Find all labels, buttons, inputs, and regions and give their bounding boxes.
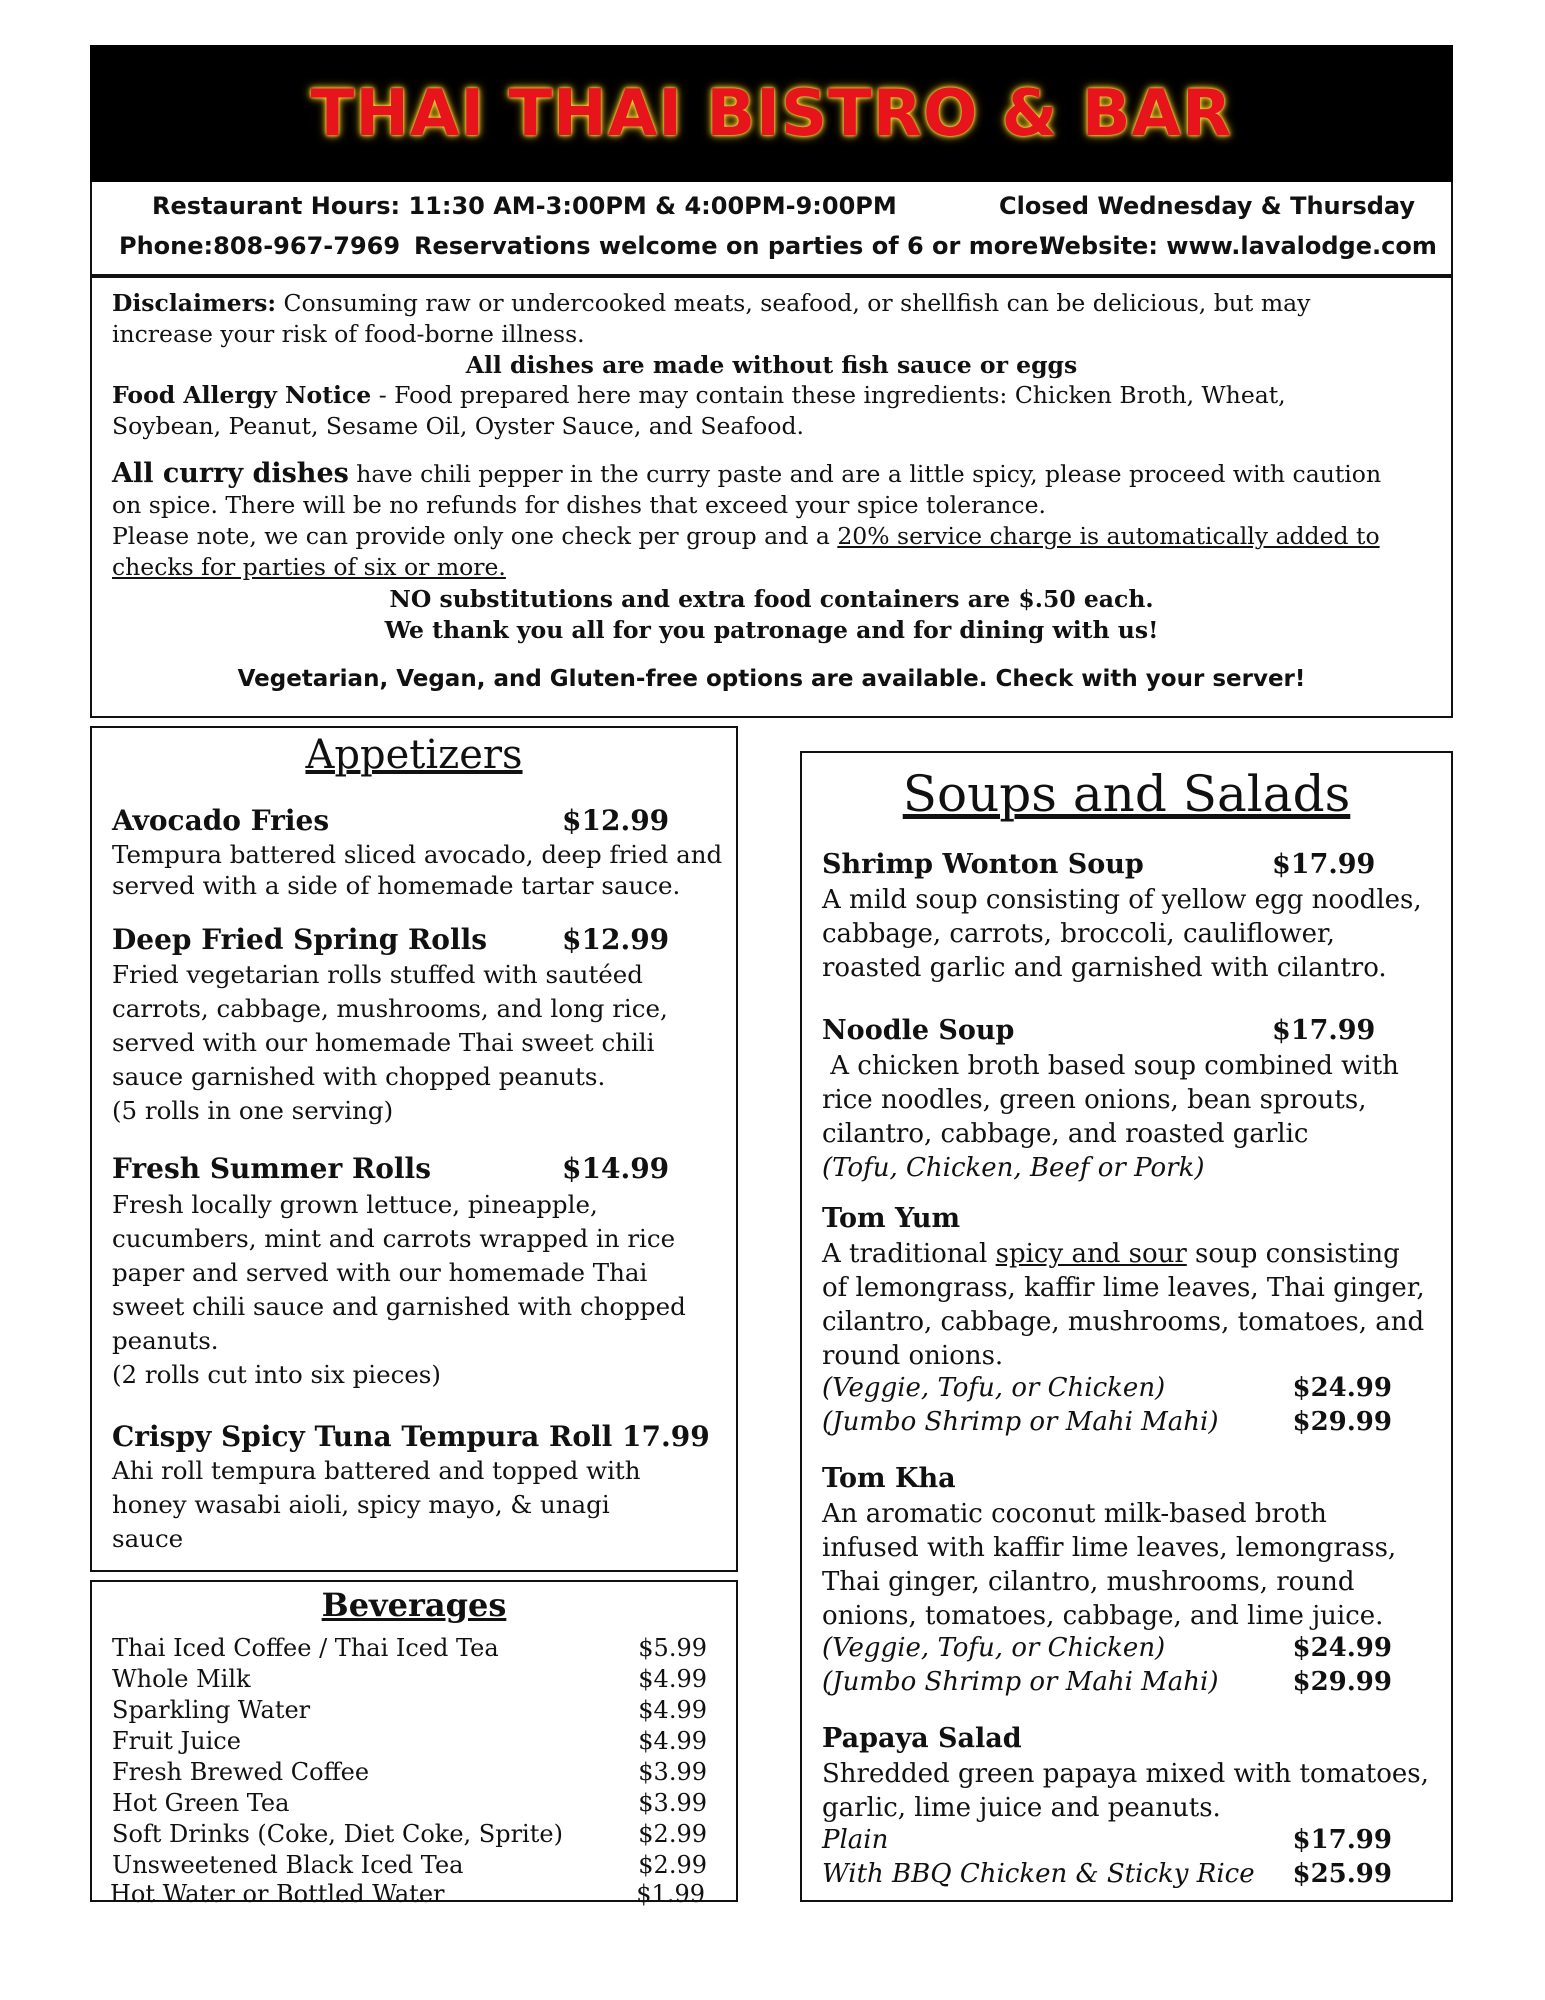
soup-desc-line: of lemongrass, kaffir lime leaves, Thai ginger, (822, 1273, 1425, 1303)
disclaimer-line-1: Disclaimers: Consuming raw or undercooked meats, seafood, or shellfish can be delicious, but may (112, 289, 1311, 317)
disclaimer-box (90, 276, 1453, 718)
no-fish-sauce-note: All dishes are made without fish sauce or eggs (465, 351, 1078, 379)
appetizer-desc-line: peanuts. (112, 1326, 219, 1355)
appetizer-desc-line: (2 rolls cut into six pieces) (112, 1360, 441, 1389)
appetizers-title: Appetizers (305, 732, 523, 778)
appetizer-price: $12.99 (562, 923, 670, 956)
soup-desc-line: onions, tomatoes, cabbage, and lime juice. (822, 1601, 1384, 1631)
curry-line-1: All curry dishes have chili pepper in the curry paste and are a little spicy, please proceed with caution (112, 458, 1382, 489)
allergy-line-2: Soybean, Peanut, Sesame Oil, Oyster Sauce, and Seafood. (112, 412, 804, 440)
soup-desc-line: Thai ginger, cilantro, mushrooms, round (822, 1567, 1355, 1597)
dietary-options-note: Vegetarian, Vegan, and Gluten-free options are available. Check with your server! (237, 666, 1306, 692)
soup-option-row: (Jumbo Shrimp or Mahi Mahi) $29.99 (822, 1407, 1392, 1437)
appetizer-desc-line: Fresh locally grown lettuce, pineapple, (112, 1190, 598, 1219)
allergy-line-1: Food Allergy Notice - Food prepared here may contain these ingredients: Chicken Broth, Wheat, (112, 381, 1286, 409)
appetizer-name: Avocado Fries (112, 804, 330, 837)
soups-title: Soups and Salads (902, 765, 1351, 823)
thank-you-note: We thank you all for you patronage and for dining with us! (384, 616, 1159, 644)
soup-option-row: (Veggie, Tofu, or Chicken) $24.99 (822, 1373, 1392, 1403)
beverage-row: Sparkling Water $4.99 (112, 1696, 707, 1724)
closed-days: Closed Wednesday & Thursday (999, 192, 1416, 220)
appetizer-desc-line: sweet chili sauce and garnished with chopped (112, 1292, 686, 1321)
title-banner (90, 45, 1453, 182)
appetizer-desc-line: sauce garnished with chopped peanuts. (112, 1062, 606, 1091)
salad-name: Papaya Salad (822, 1723, 1022, 1754)
soup-desc-line: An aromatic coconut milk-based broth (822, 1499, 1327, 1529)
soup-price: $17.99 (1272, 849, 1376, 880)
appetizer-price: $14.99 (562, 1152, 670, 1185)
appetizer-desc-line: served with our homemade Thai sweet chili (112, 1028, 655, 1057)
appetizer-desc-line: paper and served with our homemade Thai (112, 1258, 648, 1287)
restaurant-hours: Restaurant Hours: 11:30 AM-3:00PM & 4:00PM-9:00PM (152, 192, 897, 220)
appetizer-desc-line: honey wasabi aioli, spicy mayo, & unagi (112, 1490, 610, 1519)
no-substitutions-note: NO substitutions and extra food containers are $.50 each. (389, 585, 1154, 613)
salad-option-row: Plain $17.99 (822, 1825, 1392, 1855)
beverage-row: Thai Iced Coffee / Thai Iced Tea $5.99 (112, 1634, 707, 1662)
soup-name: Tom Yum (822, 1203, 961, 1234)
soup-name: Noodle Soup (822, 1015, 1015, 1046)
appetizer-desc-line: Tempura battered sliced avocado, deep fried and (112, 840, 723, 869)
soup-desc-line: round onions. (822, 1341, 1004, 1371)
soups-salads-section (800, 751, 1453, 1902)
salad-desc-line: Shredded green papaya mixed with tomatoes, (822, 1759, 1429, 1789)
curry-line-2: on spice. There will be no refunds for dishes that exceed your spice tolerance. (112, 491, 1046, 519)
reservations-note: Reservations welcome on parties of 6 or more! (414, 232, 1050, 260)
soup-option-row: (Veggie, Tofu, or Chicken) $24.99 (822, 1633, 1392, 1663)
beverage-row: Unsweetened Black Iced Tea $2.99 (112, 1851, 707, 1879)
soup-desc-line: cilantro, cabbage, and roasted garlic (822, 1119, 1309, 1149)
check-line-1: Please note, we can provide only one check per group and a 20% service charge is automatically added to (112, 522, 1380, 550)
soup-desc-line: roasted garlic and garnished with cilantro. (822, 953, 1387, 983)
beverage-row: Fruit Juice $4.99 (112, 1727, 707, 1755)
appetizer-desc-line: carrots, cabbage, mushrooms, and long rice, (112, 994, 668, 1023)
soup-desc-line: A mild soup consisting of yellow egg noodles, (822, 885, 1422, 915)
soup-desc-line: infused with kaffir lime leaves, lemongrass, (822, 1533, 1397, 1563)
phone-number: Phone:808-967-7969 (119, 232, 401, 260)
restaurant-name: THAI THAI BISTRO & BAR (310, 76, 1233, 151)
beverage-row: Fresh Brewed Coffee $3.99 (112, 1758, 707, 1786)
appetizer-name: Deep Fried Spring Rolls (112, 923, 488, 956)
disclaimer-line-2: increase your risk of food-borne illness. (112, 320, 585, 348)
soup-desc-line: A traditional spicy and sour soup consisting (822, 1239, 1400, 1269)
info-box (90, 182, 1453, 276)
beverages-title: Beverages (321, 1586, 507, 1624)
beverage-row: Soft Drinks (Coke, Diet Coke, Sprite) $2.99 (112, 1820, 707, 1848)
beverage-row: Hot Water or Bottled Water $1.99 (110, 1880, 705, 1908)
website: Website: www.lavalodge.com (1039, 232, 1437, 260)
soup-option-row: (Jumbo Shrimp or Mahi Mahi) $29.99 (822, 1667, 1392, 1697)
soup-price: $17.99 (1272, 1015, 1376, 1046)
soup-desc-line: rice noodles, green onions, bean sprouts, (822, 1085, 1367, 1115)
appetizers-section (90, 726, 738, 1572)
appetizer-desc-line: cucumbers, mint and carrots wrapped in rice (112, 1224, 676, 1253)
check-line-2: checks for parties of six or more. (112, 553, 506, 581)
appetizer-desc-line: Ahi roll tempura battered and topped with (112, 1456, 641, 1485)
appetizer-desc-line: (5 rolls in one serving) (112, 1096, 394, 1125)
appetizer-desc-line: Fried vegetarian rolls stuffed with sautéed (112, 960, 643, 989)
salad-option-row: With BBQ Chicken & Sticky Rice $25.99 (822, 1859, 1392, 1889)
soup-desc-line: A chicken broth based soup combined with (822, 1051, 1399, 1081)
soup-desc-line: cilantro, cabbage, mushrooms, tomatoes, and (822, 1307, 1425, 1337)
beverage-row: Whole Milk $4.99 (112, 1665, 707, 1693)
soup-desc-line: cabbage, carrots, broccoli, cauliflower, (822, 919, 1335, 949)
soup-name: Tom Kha (822, 1463, 956, 1494)
beverages-section (90, 1580, 738, 1902)
salad-desc-line: garlic, lime juice and peanuts. (822, 1793, 1221, 1823)
soup-name: Shrimp Wonton Soup (822, 849, 1144, 880)
appetizer-name: Crispy Spicy Tuna Tempura Roll 17.99 (112, 1420, 710, 1453)
beverage-row: Hot Green Tea $3.99 (112, 1789, 707, 1817)
appetizer-price: $12.99 (562, 804, 670, 837)
appetizer-desc-line: sauce (112, 1524, 184, 1553)
soup-protein-note: (Tofu, Chicken, Beef or Pork) (822, 1153, 1205, 1183)
appetizer-desc-line: served with a side of homemade tartar sauce. (112, 871, 681, 900)
appetizer-name: Fresh Summer Rolls (112, 1152, 431, 1185)
